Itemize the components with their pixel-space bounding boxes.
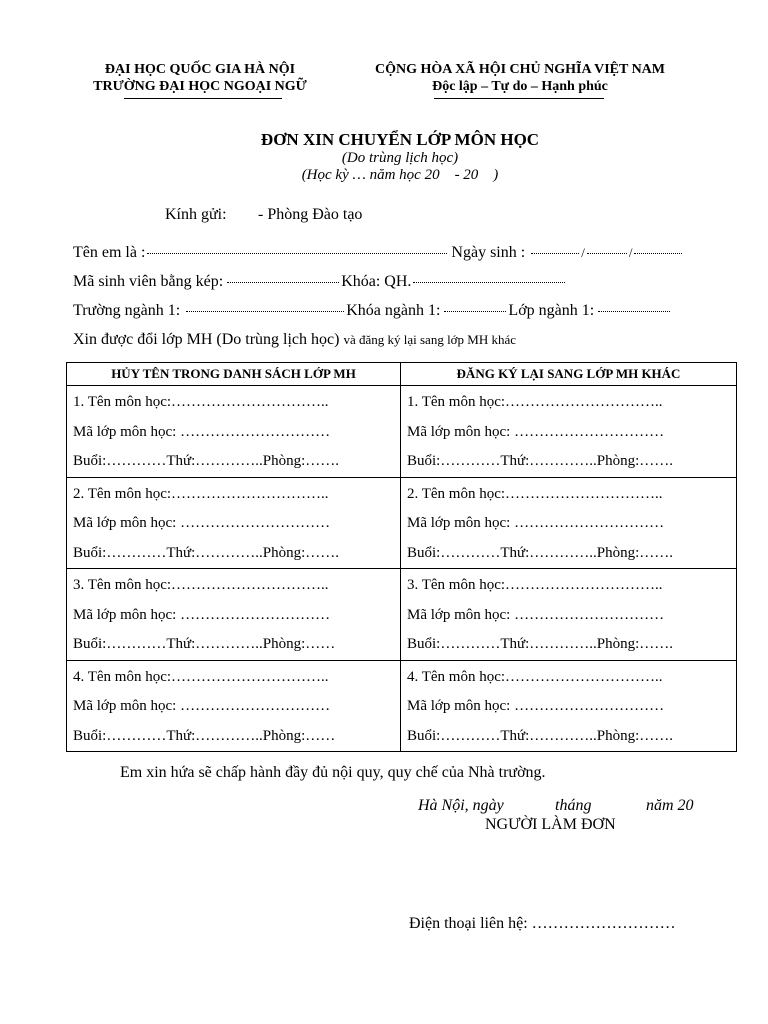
date-year: năm 20 bbox=[646, 797, 694, 814]
dob-separator-1: / bbox=[581, 245, 585, 260]
cancel-column-header: HỦY TÊN TRONG DANH SÁCH LỚP MH bbox=[67, 363, 401, 386]
subject-name-line: 3. Tên môn học:………………………….. bbox=[73, 577, 329, 593]
promise-text: Em xin hứa sẽ chấp hành đầy đủ nội quy, quy chế của Nhà trường. bbox=[120, 764, 546, 781]
name-line bbox=[73, 244, 684, 262]
class-code-line: Mã lớp môn học: ………………………… bbox=[73, 606, 331, 623]
phone-line[interactable]: Điện thoại liên hệ: ……………………… bbox=[409, 915, 676, 932]
table-header-row bbox=[67, 363, 737, 386]
school-name-underline bbox=[124, 98, 282, 99]
form-title: ĐƠN XIN CHUYỂN LỚP MÔN HỌC bbox=[260, 130, 540, 149]
major1-class-label: Lớp ngành 1: bbox=[508, 302, 595, 319]
register-cell[interactable] bbox=[401, 660, 737, 752]
request-tail-text: và đăng ký lại sang lớp MH khác bbox=[343, 332, 517, 347]
course-label: Khóa: QH. bbox=[341, 273, 412, 290]
table-row bbox=[67, 660, 737, 752]
country-name: CỘNG HÒA XÃ HỘI CHỦ NGHĨA VIỆT NAM bbox=[374, 62, 665, 77]
subject-name-line: 4. Tên môn học:………………………….. bbox=[73, 668, 329, 685]
date-place: Hà Nội, ngày bbox=[418, 797, 504, 814]
dob-day-field[interactable] bbox=[531, 253, 579, 254]
national-motto: Độc lập – Tự do – Hạnh phúc bbox=[432, 79, 608, 94]
register-column-header: ĐĂNG KÝ LẠI SANG LỚP MH KHÁC bbox=[401, 363, 737, 386]
name-label: Tên em là : bbox=[73, 244, 146, 261]
motto-underline bbox=[434, 98, 604, 99]
class-code-line: Mã lớp môn học: ………………………… bbox=[407, 698, 665, 714]
major1-field[interactable] bbox=[186, 311, 344, 312]
schedule-line: Buổi:…………Thứ:…………..Phòng:……. bbox=[407, 453, 674, 469]
register-cell[interactable] bbox=[401, 386, 737, 478]
register-cell[interactable] bbox=[401, 569, 737, 661]
university-name: ĐẠI HỌC QUỐC GIA HÀ NỘI bbox=[104, 62, 296, 77]
subject-name-line: 1. Tên môn học:………………………….. bbox=[407, 394, 663, 410]
major1-class-field[interactable] bbox=[598, 311, 670, 312]
request-main-text: Xin được đổi lớp MH (Do trùng lịch học) bbox=[73, 331, 340, 348]
course-field[interactable] bbox=[413, 282, 565, 283]
major1-course-label: Khóa ngành 1: bbox=[346, 302, 441, 319]
major1-line bbox=[73, 302, 672, 320]
dob-separator-2: / bbox=[628, 245, 633, 260]
class-code-line: Mã lớp môn học: ………………………… bbox=[73, 698, 331, 714]
request-line bbox=[73, 331, 516, 349]
schedule-line: Buổi:…………Thứ:…………..Phòng:……. bbox=[73, 544, 340, 561]
subject-name-line: 1. Tên môn học:………………………….. bbox=[73, 394, 329, 410]
schedule-line: Buổi:…………Thứ:…………..Phòng:……. bbox=[407, 727, 674, 744]
schedule-line: Buổi:…………Thứ:…………..Phòng:……. bbox=[407, 636, 674, 652]
student-id-label: Mã sinh viên bằng kép: bbox=[73, 273, 224, 290]
student-id-field[interactable] bbox=[227, 282, 339, 283]
class-code-line: Mã lớp môn học: ………………………… bbox=[407, 515, 665, 531]
dob-year-field[interactable] bbox=[634, 253, 682, 254]
subject-name-line: 3. Tên môn học:………………………….. bbox=[407, 577, 663, 593]
form-subtitle: (Do trùng lịch học) bbox=[341, 150, 459, 166]
school-name: TRƯỜNG ĐẠI HỌC NGOẠI NGỮ bbox=[93, 79, 307, 94]
major1-course-field[interactable] bbox=[444, 311, 506, 312]
name-field[interactable] bbox=[147, 253, 447, 254]
student-id-line bbox=[73, 273, 567, 291]
class-code-line: Mã lớp môn học: ………………………… bbox=[73, 515, 331, 531]
schedule-line: Buổi:…………Thứ:…………..Phòng:……. bbox=[407, 544, 674, 561]
cancel-cell[interactable] bbox=[67, 660, 401, 752]
table-row bbox=[67, 386, 737, 478]
addressee-label: Kính gửi: bbox=[165, 206, 227, 223]
signer-title: NGƯỜI LÀM ĐƠN bbox=[485, 816, 616, 833]
major1-label: Trường ngành 1: bbox=[73, 302, 181, 319]
cancel-cell[interactable] bbox=[67, 477, 401, 569]
schedule-line: Buổi:…………Thứ:…………..Phòng:…… bbox=[73, 727, 336, 744]
cancel-cell[interactable] bbox=[67, 386, 401, 478]
date-month: tháng bbox=[555, 797, 592, 814]
subject-name-line: 2. Tên môn học:………………………….. bbox=[73, 485, 329, 502]
dob-label: Ngày sinh : bbox=[451, 244, 526, 261]
subject-table bbox=[66, 362, 737, 752]
addressee-value: - Phòng Đào tạo bbox=[258, 206, 363, 223]
class-code-line: Mã lớp môn học: ………………………… bbox=[73, 423, 331, 440]
class-code-line: Mã lớp môn học: ………………………… bbox=[407, 423, 665, 440]
table-row bbox=[67, 477, 737, 569]
subject-name-line: 4. Tên môn học:………………………….. bbox=[407, 668, 663, 685]
dob-month-field[interactable] bbox=[587, 253, 627, 254]
form-semester: (Học kỳ … năm học 20 - 20 ) bbox=[301, 167, 499, 183]
table-row bbox=[67, 569, 737, 661]
schedule-line: Buổi:…………Thứ:…………..Phòng:……. bbox=[73, 453, 340, 469]
class-code-line: Mã lớp môn học: ………………………… bbox=[407, 606, 665, 623]
register-cell[interactable] bbox=[401, 477, 737, 569]
subject-name-line: 2. Tên môn học:………………………….. bbox=[407, 485, 663, 502]
cancel-cell[interactable] bbox=[67, 569, 401, 661]
schedule-line: Buổi:…………Thứ:…………..Phòng:…… bbox=[73, 636, 336, 652]
